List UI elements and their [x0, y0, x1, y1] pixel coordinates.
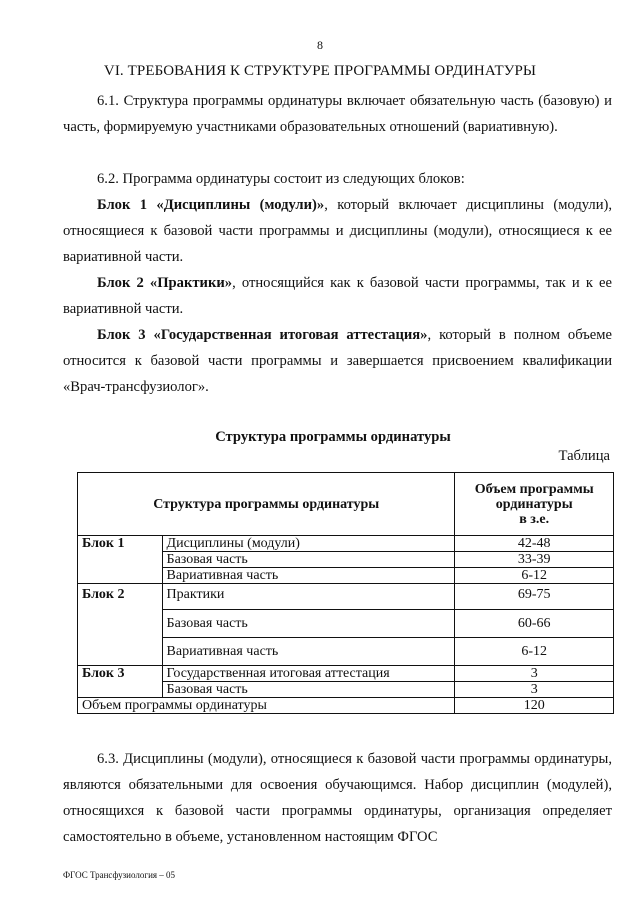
header-volume-line-3: в з.е.: [519, 511, 550, 527]
paragraph-block-1: [63, 192, 612, 270]
paragraph-6-1: [63, 88, 612, 140]
row-name: Базовая часть: [162, 610, 455, 638]
block-1-title: Блок 1 «Дисциплины (модули)»: [97, 197, 325, 213]
header-volume-line-1: Объем программы: [474, 481, 594, 497]
row-value: 3: [455, 682, 614, 698]
row-value: 60-66: [455, 610, 614, 638]
table-row: [78, 584, 614, 610]
header-volume-line-2: ординатуры: [495, 496, 573, 512]
block-2-title: Блок 2 «Практики»: [97, 275, 233, 291]
row-name: Дисциплины (модули): [162, 536, 455, 552]
block-2-text: , относящийся как к базовой части программы, так и к ее вариативной части.: [63, 275, 612, 317]
total-value: 120: [455, 698, 614, 714]
paragraph-6-2-text: 6.2. Программа ординатуры состоит из следующих блоков:: [97, 171, 465, 187]
row-value: 6-12: [455, 638, 614, 666]
row-name: Практики: [162, 584, 455, 610]
footer-note: ФГОС Трансфузиология – 05: [63, 870, 176, 880]
block-3-title: Блок 3 «Государственная итоговая аттестация»: [97, 327, 428, 343]
paragraph-6-3-text: 6.3. Дисциплины (модули), относящиеся к базовой части программы ординатуры, являются обязательными для освоения обучающимся. Набор дисциплин (модулей), относящихся к базовой части программы ординатуры, организация определяет самостоятельно в объеме, установленном настоящим ФГОС: [63, 751, 612, 845]
row-name: Базовая часть: [162, 682, 455, 698]
table-total-row: [78, 698, 614, 714]
header-volume: [455, 473, 614, 536]
row-name: Базовая часть: [162, 552, 455, 568]
paragraph-6-1-text: 6.1. Структура программы ординатуры включает обязательную часть (базовую) и часть, формируемую участниками образовательных отношений (вариативную).: [63, 93, 612, 135]
paragraph-6-3: [63, 746, 612, 850]
program-structure-table: [77, 472, 614, 714]
row-value: 33-39: [455, 552, 614, 568]
block-label: Блок 3: [78, 666, 163, 698]
row-name: Государственная итоговая аттестация: [162, 666, 455, 682]
table-row: [78, 666, 614, 682]
page-number: 8: [317, 38, 323, 52]
block-1-text: , который включает дисциплины (модули), относящиеся к базовой части программы и дисциплины (модули), относящиеся к ее вариативной части.: [63, 197, 613, 265]
row-name: Вариативная часть: [162, 638, 455, 666]
paragraph-block-2: [63, 270, 612, 322]
section-title: VI. ТРЕБОВАНИЯ К СТРУКТУРЕ ПРОГРАММЫ ОРДИНАТУРЫ: [103, 63, 537, 79]
table-header-row: [78, 473, 614, 536]
row-name: Вариативная часть: [162, 568, 455, 584]
total-label: Объем программы ординатуры: [78, 698, 455, 714]
block-label: Блок 1: [78, 536, 163, 584]
row-value: 69-75: [455, 584, 614, 610]
block-3-text: , который в полном объеме относится к базовой части программы и завершается присвоением квалификации «Врач-трансфузиолог».: [63, 327, 612, 395]
row-value: 42-48: [455, 536, 614, 552]
header-structure: Структура программы ординатуры: [78, 473, 455, 536]
table-row: [78, 536, 614, 552]
table-caption: Таблица: [558, 448, 610, 464]
paragraph-block-3: [63, 322, 612, 400]
table-title: Структура программы ординатуры: [215, 429, 451, 445]
paragraph-6-2: [63, 166, 612, 192]
row-value: 6-12: [455, 568, 614, 584]
row-value: 3: [455, 666, 614, 682]
block-label: Блок 2: [78, 584, 163, 666]
